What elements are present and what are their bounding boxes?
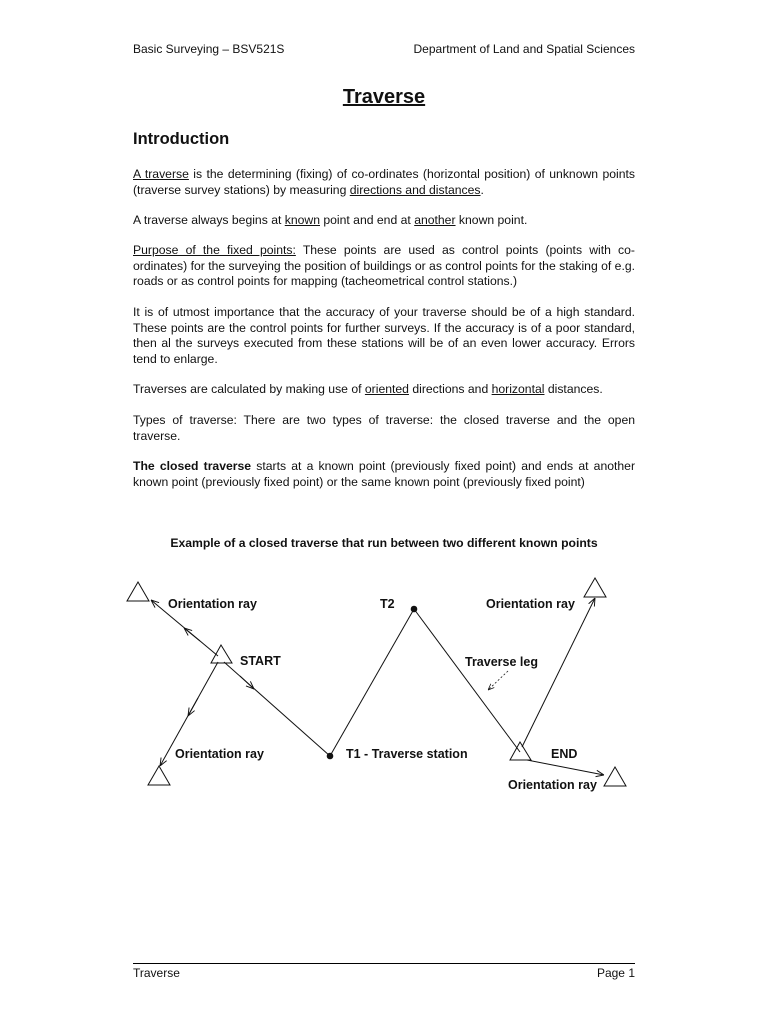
label-traverse-leg: Traverse leg xyxy=(465,655,538,669)
term-oriented: oriented xyxy=(364,382,409,396)
header-course: Basic Surveying – BSV521S xyxy=(133,42,285,56)
label-t1-traverse-station: T1 - Traverse station xyxy=(346,747,468,761)
known-point-triangle xyxy=(604,767,626,786)
paragraph-begin-end xyxy=(133,213,635,229)
traverse-leg-pointer xyxy=(488,671,508,690)
page-title: Traverse xyxy=(342,86,426,108)
station-t1-dot xyxy=(327,753,334,760)
orientation-ray-line xyxy=(522,598,595,747)
text: Traverses are calculated by making use of xyxy=(133,382,365,396)
traverse-diagram xyxy=(0,560,768,800)
footer-divider xyxy=(133,963,635,964)
label-orientation-ray: Orientation ray xyxy=(168,597,257,611)
text: point and end at xyxy=(319,213,415,227)
label-t2: T2 xyxy=(380,597,395,611)
label-orientation-ray: Orientation ray xyxy=(486,597,575,611)
end-point-triangle xyxy=(510,742,531,760)
known-point-triangle xyxy=(148,766,170,785)
traverse-leg-start-t1 xyxy=(224,662,330,756)
label-orientation-ray: Orientation ray xyxy=(175,747,264,761)
footer-page-number: Page 1 xyxy=(596,966,635,980)
term-traverse: A traverse xyxy=(133,167,189,181)
paragraph-purpose xyxy=(133,243,635,290)
text: is the determining (fixing) of co-ordinates (horizontal position) of unknown points (traverse survey stations) by measuring xyxy=(133,167,635,197)
diagram-caption: Example of a closed traverse that run between two different known points xyxy=(170,536,598,550)
paragraph-definition xyxy=(133,167,635,198)
traverse-leg-t2-end xyxy=(414,609,520,752)
text: . xyxy=(480,182,484,197)
station-t2-dot xyxy=(411,606,418,613)
orientation-ray-arrow xyxy=(188,698,198,716)
start-point-triangle xyxy=(211,645,232,663)
label-start: START xyxy=(240,654,281,668)
text: These points are used as control points (points with co-ordinates) for the surveying the position of buildings or as control points for the staking of e.g. roads or as control points for mapping (tacheometrical control stations.) xyxy=(133,243,636,289)
term-closed-traverse: The closed traverse xyxy=(133,459,252,473)
traverse-leg-arrow xyxy=(240,676,254,689)
traverse-leg-t1-t2 xyxy=(330,609,414,756)
text: distances. xyxy=(544,382,603,396)
label-orientation-ray: Orientation ray xyxy=(508,778,597,792)
term-known: known xyxy=(284,213,320,227)
text: A traverse always begins at xyxy=(133,213,285,227)
known-point-triangle xyxy=(584,578,606,597)
term-purpose: Purpose of the fixed points: xyxy=(133,243,296,257)
orientation-ray-arrow xyxy=(184,628,200,641)
text: known point. xyxy=(455,213,528,227)
section-heading: Introduction xyxy=(133,130,230,148)
paragraph-calculation xyxy=(133,382,635,398)
term-horizontal: horizontal xyxy=(491,382,545,396)
paragraph-accuracy: It is of utmost importance that the accuracy of your traverse should be of a high standard. These points are the control points for further surveys. If the accuracy is of a poor standard, then al the surveys executed from these stations will be of an even lower accuracy. Errors tend to enlarge. xyxy=(133,305,635,366)
header-department: Department of Land and Spatial Sciences xyxy=(413,42,635,56)
text: directions and xyxy=(408,382,492,396)
term-another: another xyxy=(414,213,456,227)
term-directions-distances: directions and distances xyxy=(349,182,481,197)
known-point-triangle xyxy=(127,582,149,601)
paragraph-closed-traverse xyxy=(133,459,635,490)
text: starts at a known point (previously fixed point) and ends at another known point (previously fixed point) or the same known point (previously fixed point) xyxy=(133,459,636,489)
label-end: END xyxy=(551,747,578,761)
orientation-ray-line xyxy=(527,760,604,775)
paragraph-types: Types of traverse: There are two types of traverse: the closed traverse and the open traverse. xyxy=(133,413,635,443)
footer-title: Traverse xyxy=(133,966,180,980)
